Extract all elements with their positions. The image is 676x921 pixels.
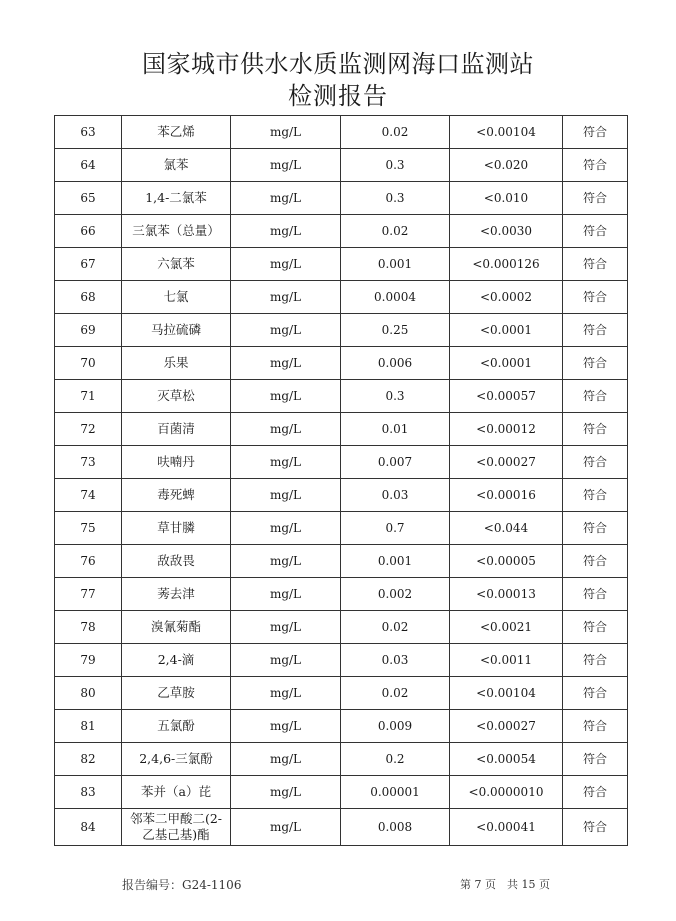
- result-value-cell: <0.00054: [450, 743, 563, 776]
- item-name-cell: 邻苯二甲酸二(2-乙基己基)酯: [122, 809, 231, 846]
- verdict-cell: 符合: [563, 248, 628, 281]
- verdict-cell: 符合: [563, 215, 628, 248]
- table-row: [55, 446, 628, 479]
- limit-value-cell: 0.03: [341, 644, 450, 677]
- unit-cell: mg/L: [231, 314, 341, 347]
- result-value-cell: <0.00005: [450, 545, 563, 578]
- table-row: [55, 512, 628, 545]
- limit-value-cell: 0.0004: [341, 281, 450, 314]
- page-indicator: 第 7 页 共 15 页: [460, 878, 550, 891]
- result-value-cell: <0.00027: [450, 710, 563, 743]
- verdict-cell: 符合: [563, 347, 628, 380]
- verdict-cell: 符合: [563, 776, 628, 809]
- verdict-cell: 符合: [563, 446, 628, 479]
- limit-value-cell: 0.001: [341, 545, 450, 578]
- unit-cell: mg/L: [231, 182, 341, 215]
- limit-value-cell: 0.03: [341, 479, 450, 512]
- report-header: [0, 48, 676, 112]
- item-name-cell: 苯乙烯: [122, 116, 231, 149]
- item-name-cell: 溴氰菊酯: [122, 611, 231, 644]
- limit-value-cell: 0.006: [341, 347, 450, 380]
- verdict-cell: 符合: [563, 611, 628, 644]
- limit-value-cell: 0.001: [341, 248, 450, 281]
- verdict-cell: 符合: [563, 512, 628, 545]
- limit-value-cell: 0.02: [341, 677, 450, 710]
- limit-value-cell: 0.02: [341, 116, 450, 149]
- row-number-cell: 80: [55, 677, 122, 710]
- item-name-cell: 2,4,6-三氯酚: [122, 743, 231, 776]
- limit-value-cell: 0.009: [341, 710, 450, 743]
- table-row: [55, 347, 628, 380]
- row-number-cell: 65: [55, 182, 122, 215]
- table-row: [55, 149, 628, 182]
- verdict-cell: 符合: [563, 281, 628, 314]
- table-row: [55, 248, 628, 281]
- item-name-cell: 呋喃丹: [122, 446, 231, 479]
- row-number-cell: 75: [55, 512, 122, 545]
- unit-cell: mg/L: [231, 611, 341, 644]
- result-value-cell: <0.020: [450, 149, 563, 182]
- item-name-cell: 百菌清: [122, 413, 231, 446]
- item-name-cell: 六氯苯: [122, 248, 231, 281]
- unit-cell: mg/L: [231, 446, 341, 479]
- unit-cell: mg/L: [231, 281, 341, 314]
- unit-cell: mg/L: [231, 644, 341, 677]
- result-value-cell: <0.0030: [450, 215, 563, 248]
- verdict-cell: 符合: [563, 314, 628, 347]
- result-value-cell: <0.00016: [450, 479, 563, 512]
- report-number: 报告编号：G24-1106: [122, 878, 242, 892]
- unit-cell: mg/L: [231, 149, 341, 182]
- result-value-cell: <0.00104: [450, 677, 563, 710]
- table-row: [55, 281, 628, 314]
- row-number-cell: 81: [55, 710, 122, 743]
- unit-cell: mg/L: [231, 116, 341, 149]
- row-number-cell: 74: [55, 479, 122, 512]
- table-row: [55, 413, 628, 446]
- result-value-cell: <0.00012: [450, 413, 563, 446]
- table-row: [55, 809, 628, 846]
- table-row: [55, 578, 628, 611]
- unit-cell: mg/L: [231, 512, 341, 545]
- verdict-cell: 符合: [563, 743, 628, 776]
- verdict-cell: 符合: [563, 809, 628, 846]
- verdict-cell: 符合: [563, 182, 628, 215]
- result-value-cell: <0.0001: [450, 314, 563, 347]
- verdict-cell: 符合: [563, 710, 628, 743]
- limit-value-cell: 0.25: [341, 314, 450, 347]
- result-value-cell: <0.0011: [450, 644, 563, 677]
- results-table-body: [55, 116, 628, 846]
- result-value-cell: <0.000126: [450, 248, 563, 281]
- row-number-cell: 77: [55, 578, 122, 611]
- item-name-cell: 氯苯: [122, 149, 231, 182]
- table-row: [55, 611, 628, 644]
- table-row: [55, 116, 628, 149]
- result-value-cell: <0.044: [450, 512, 563, 545]
- row-number-cell: 70: [55, 347, 122, 380]
- verdict-cell: 符合: [563, 644, 628, 677]
- item-name-cell: 1,4-二氯苯: [122, 182, 231, 215]
- row-number-cell: 66: [55, 215, 122, 248]
- unit-cell: mg/L: [231, 677, 341, 710]
- table-row: [55, 644, 628, 677]
- result-value-cell: <0.010: [450, 182, 563, 215]
- verdict-cell: 符合: [563, 578, 628, 611]
- verdict-cell: 符合: [563, 413, 628, 446]
- table-row: [55, 182, 628, 215]
- verdict-cell: 符合: [563, 545, 628, 578]
- row-number-cell: 83: [55, 776, 122, 809]
- unit-cell: mg/L: [231, 809, 341, 846]
- row-number-cell: 79: [55, 644, 122, 677]
- verdict-cell: 符合: [563, 479, 628, 512]
- row-number-cell: 68: [55, 281, 122, 314]
- result-value-cell: <0.0001: [450, 347, 563, 380]
- table-row: [55, 710, 628, 743]
- limit-value-cell: 0.007: [341, 446, 450, 479]
- row-number-cell: 69: [55, 314, 122, 347]
- row-number-cell: 82: [55, 743, 122, 776]
- unit-cell: mg/L: [231, 248, 341, 281]
- verdict-cell: 符合: [563, 149, 628, 182]
- limit-value-cell: 0.02: [341, 611, 450, 644]
- row-number-cell: 84: [55, 809, 122, 846]
- table-row: [55, 479, 628, 512]
- unit-cell: mg/L: [231, 347, 341, 380]
- table-row: [55, 743, 628, 776]
- report-title: 国家城市供水水质监测网海口监测站: [142, 50, 534, 78]
- unit-cell: mg/L: [231, 578, 341, 611]
- row-number-cell: 63: [55, 116, 122, 149]
- result-value-cell: <0.00041: [450, 809, 563, 846]
- result-value-cell: <0.00027: [450, 446, 563, 479]
- item-name-cell: 苯并（a）芘: [122, 776, 231, 809]
- limit-value-cell: 0.00001: [341, 776, 450, 809]
- item-name-cell: 毒死蜱: [122, 479, 231, 512]
- limit-value-cell: 0.02: [341, 215, 450, 248]
- limit-value-cell: 0.008: [341, 809, 450, 846]
- row-number-cell: 72: [55, 413, 122, 446]
- item-name-cell: 乐果: [122, 347, 231, 380]
- table-row: [55, 314, 628, 347]
- row-number-cell: 78: [55, 611, 122, 644]
- row-number-cell: 76: [55, 545, 122, 578]
- limit-value-cell: 0.3: [341, 149, 450, 182]
- limit-value-cell: 0.3: [341, 182, 450, 215]
- limit-value-cell: 0.3: [341, 380, 450, 413]
- item-name-cell: 乙草胺: [122, 677, 231, 710]
- report-subtitle: 检测报告: [288, 82, 388, 110]
- result-value-cell: <0.0021: [450, 611, 563, 644]
- limit-value-cell: 0.002: [341, 578, 450, 611]
- result-value-cell: <0.00057: [450, 380, 563, 413]
- item-name-cell: 莠去津: [122, 578, 231, 611]
- result-value-cell: <0.00013: [450, 578, 563, 611]
- unit-cell: mg/L: [231, 743, 341, 776]
- limit-value-cell: 0.2: [341, 743, 450, 776]
- results-table: [54, 115, 628, 846]
- item-name-cell: 七氯: [122, 281, 231, 314]
- item-name-cell: 五氯酚: [122, 710, 231, 743]
- item-name-cell: 灭草松: [122, 380, 231, 413]
- verdict-cell: 符合: [563, 677, 628, 710]
- unit-cell: mg/L: [231, 545, 341, 578]
- unit-cell: mg/L: [231, 413, 341, 446]
- limit-value-cell: 0.01: [341, 413, 450, 446]
- result-value-cell: <0.0002: [450, 281, 563, 314]
- table-row: [55, 677, 628, 710]
- item-name-cell: 三氯苯（总量）: [122, 215, 231, 248]
- unit-cell: mg/L: [231, 215, 341, 248]
- verdict-cell: 符合: [563, 116, 628, 149]
- item-name-cell: 2,4-滴: [122, 644, 231, 677]
- row-number-cell: 71: [55, 380, 122, 413]
- unit-cell: mg/L: [231, 380, 341, 413]
- unit-cell: mg/L: [231, 479, 341, 512]
- table-row: [55, 380, 628, 413]
- result-value-cell: <0.0000010: [450, 776, 563, 809]
- table-row: [55, 545, 628, 578]
- limit-value-cell: 0.7: [341, 512, 450, 545]
- item-name-cell: 草甘膦: [122, 512, 231, 545]
- result-value-cell: <0.00104: [450, 116, 563, 149]
- row-number-cell: 67: [55, 248, 122, 281]
- verdict-cell: 符合: [563, 380, 628, 413]
- table-row: [55, 215, 628, 248]
- row-number-cell: 64: [55, 149, 122, 182]
- row-number-cell: 73: [55, 446, 122, 479]
- item-name-cell: 马拉硫磷: [122, 314, 231, 347]
- table-row: [55, 776, 628, 809]
- unit-cell: mg/L: [231, 776, 341, 809]
- item-name-cell: 敌敌畏: [122, 545, 231, 578]
- unit-cell: mg/L: [231, 710, 341, 743]
